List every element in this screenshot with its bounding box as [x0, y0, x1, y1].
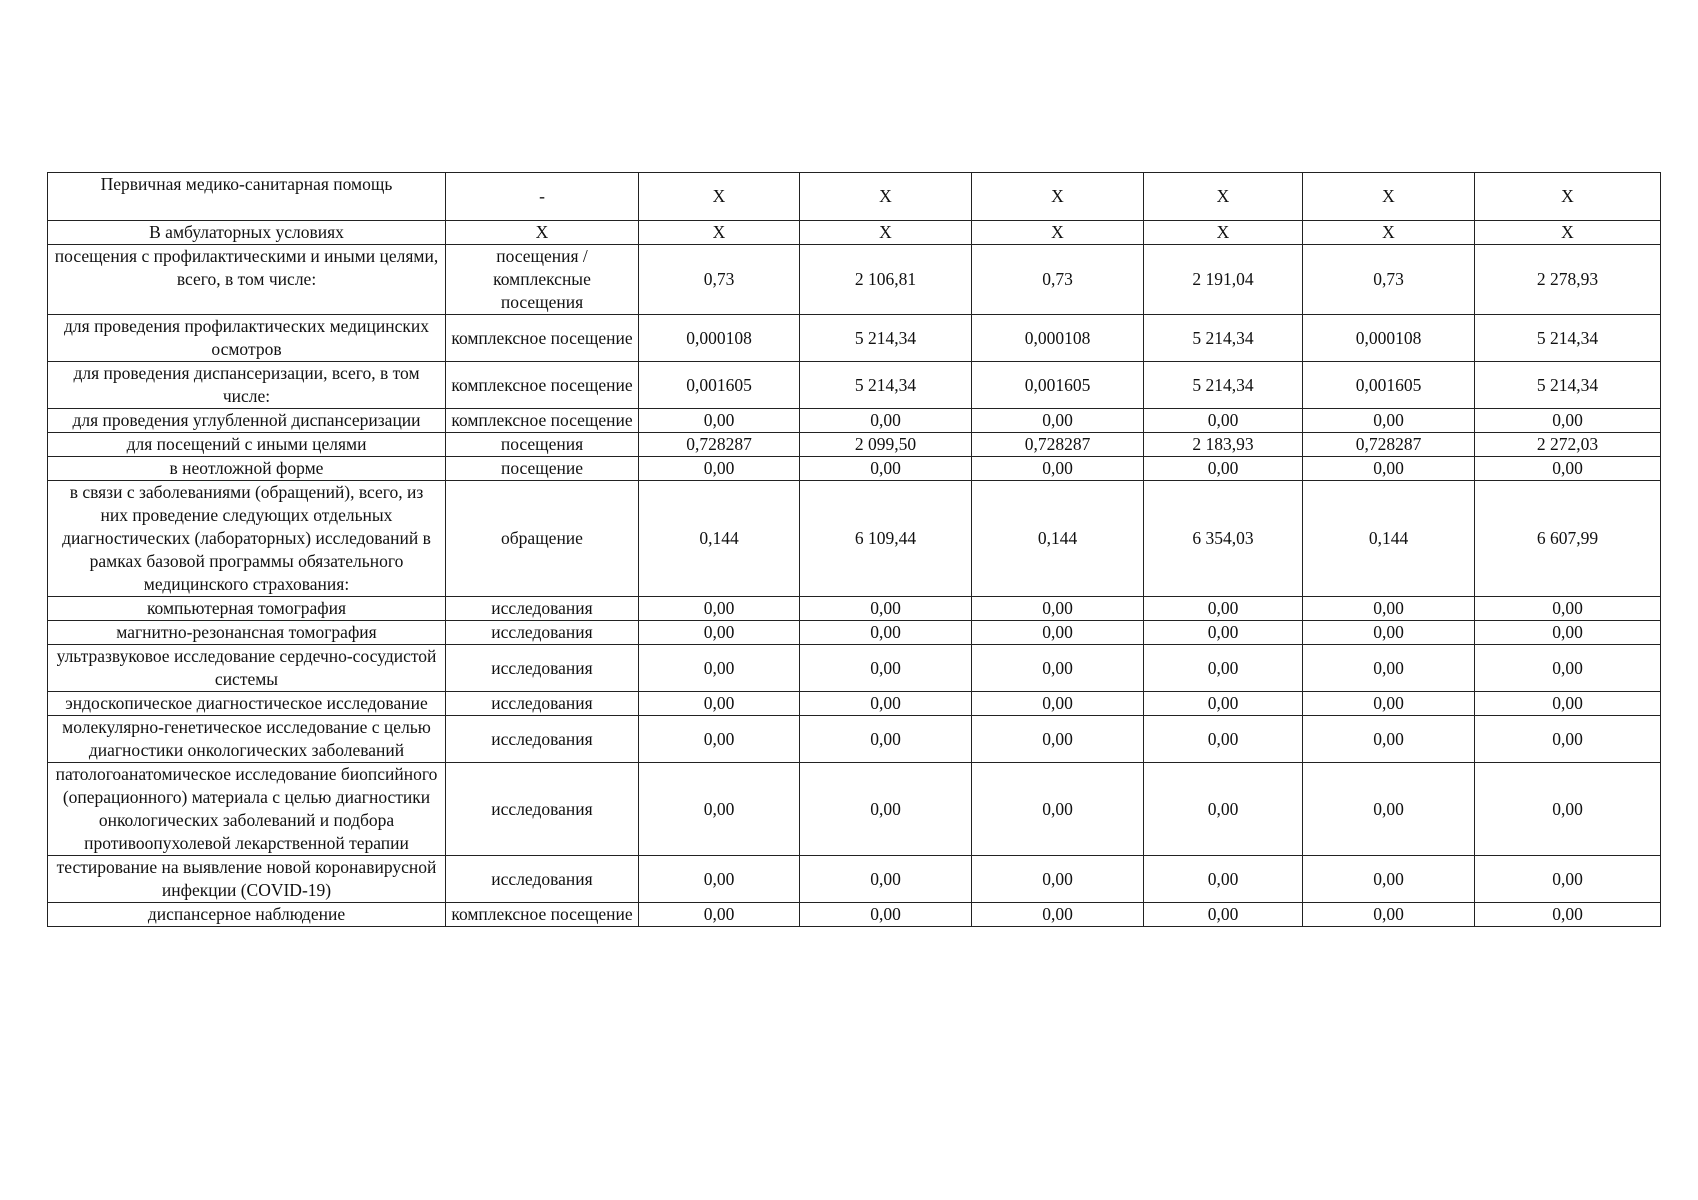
row-name-cell: тестирование на выявление новой коронавирусной инфекции (COVID-19) [48, 856, 446, 903]
value-cell: 0,00 [972, 903, 1144, 927]
value-cell: X [972, 221, 1144, 245]
value-cell: 6 354,03 [1144, 481, 1303, 597]
data-table [47, 172, 1661, 927]
value-cell: 0,00 [1144, 645, 1303, 692]
value-cell: 0,00 [1475, 716, 1661, 763]
value-cell: 0,00 [639, 597, 800, 621]
value-cell: 6 109,44 [800, 481, 972, 597]
value-cell: 2 278,93 [1475, 245, 1661, 315]
value-cell: 0,00 [1144, 621, 1303, 645]
value-cell: 0,001605 [1303, 362, 1475, 409]
value-cell: X [1303, 221, 1475, 245]
value-cell: 0,00 [800, 457, 972, 481]
value-cell: 0,00 [1303, 597, 1475, 621]
row-name-cell: в неотложной форме [48, 457, 446, 481]
value-cell: 0,00 [972, 409, 1144, 433]
unit-cell: исследования [446, 716, 639, 763]
value-cell: 0,00 [1303, 645, 1475, 692]
unit-cell: X [446, 221, 639, 245]
value-cell: 0,00 [639, 621, 800, 645]
value-cell: 0,00 [1144, 597, 1303, 621]
value-cell: 0,00 [1475, 645, 1661, 692]
value-cell: 0,728287 [972, 433, 1144, 457]
value-cell: 0,00 [1144, 763, 1303, 856]
value-cell: X [1475, 221, 1661, 245]
value-cell: 0,73 [639, 245, 800, 315]
value-cell: 0,00 [639, 856, 800, 903]
value-cell: 0,00 [639, 645, 800, 692]
row-name-cell: патологоанатомическое исследование биопсийного (операционного) материала с целью диагностики онкологических заболеваний и подбора противоопухолевой лекарственной терапии [48, 763, 446, 856]
table-row [48, 362, 1661, 409]
row-name-cell: ультразвуковое исследование сердечно-сосудистой системы [48, 645, 446, 692]
table-row [48, 433, 1661, 457]
table-row [48, 645, 1661, 692]
value-cell: 0,00 [639, 457, 800, 481]
value-cell: X [639, 173, 800, 221]
value-cell: 0,00 [1144, 457, 1303, 481]
table-row [48, 621, 1661, 645]
value-cell: 0,00 [1475, 856, 1661, 903]
row-name-cell: для проведения углубленной диспансеризации [48, 409, 446, 433]
value-cell: 0,00 [972, 645, 1144, 692]
value-cell: 0,144 [639, 481, 800, 597]
value-cell: 2 099,50 [800, 433, 972, 457]
value-cell: X [1475, 173, 1661, 221]
value-cell: 0,00 [972, 763, 1144, 856]
value-cell: 5 214,34 [800, 315, 972, 362]
value-cell: 0,00 [800, 621, 972, 645]
value-cell: 0,00 [639, 903, 800, 927]
value-cell: 0,00 [1475, 621, 1661, 645]
value-cell: 0,00 [800, 645, 972, 692]
value-cell: 0,00 [1303, 856, 1475, 903]
value-cell: 5 214,34 [1144, 362, 1303, 409]
unit-cell: - [446, 173, 639, 221]
value-cell: 0,728287 [1303, 433, 1475, 457]
row-name-cell: эндоскопическое диагностическое исследование [48, 692, 446, 716]
unit-cell: посещения [446, 433, 639, 457]
value-cell: X [800, 221, 972, 245]
row-name-cell: магнитно-резонансная томография [48, 621, 446, 645]
value-cell: 0,00 [800, 409, 972, 433]
unit-cell: исследования [446, 763, 639, 856]
value-cell: 0,00 [1144, 409, 1303, 433]
table-row [48, 716, 1661, 763]
value-cell: 0,00 [972, 597, 1144, 621]
value-cell: X [639, 221, 800, 245]
value-cell: X [800, 173, 972, 221]
unit-cell: посещения / комплексные посещения [446, 245, 639, 315]
unit-cell: посещение [446, 457, 639, 481]
value-cell: 0,00 [800, 763, 972, 856]
value-cell: 0,00 [972, 856, 1144, 903]
unit-cell: исследования [446, 692, 639, 716]
unit-cell: исследования [446, 597, 639, 621]
table-row [48, 173, 1661, 221]
value-cell: 0,73 [972, 245, 1144, 315]
table-row [48, 597, 1661, 621]
row-name-cell: В амбулаторных условиях [48, 221, 446, 245]
value-cell: 0,00 [639, 692, 800, 716]
value-cell: 5 214,34 [1475, 362, 1661, 409]
value-cell: 0,00 [1303, 621, 1475, 645]
value-cell: 0,000108 [639, 315, 800, 362]
row-name-cell: для проведения диспансеризации, всего, в том числе: [48, 362, 446, 409]
value-cell: 2 106,81 [800, 245, 972, 315]
table-row [48, 903, 1661, 927]
value-cell: 0,00 [972, 457, 1144, 481]
value-cell: 0,000108 [972, 315, 1144, 362]
value-cell: 0,00 [1303, 457, 1475, 481]
row-name-cell: компьютерная томография [48, 597, 446, 621]
value-cell: 0,00 [1144, 903, 1303, 927]
value-cell: 0,00 [1303, 763, 1475, 856]
value-cell: 2 272,03 [1475, 433, 1661, 457]
unit-cell: комплексное посещение [446, 903, 639, 927]
row-name-cell: молекулярно-генетическое исследование с целью диагностики онкологических заболеваний [48, 716, 446, 763]
value-cell: 0,00 [1303, 409, 1475, 433]
table-row [48, 315, 1661, 362]
value-cell: 0,00 [1475, 457, 1661, 481]
table-row [48, 457, 1661, 481]
value-cell: 0,00 [800, 692, 972, 716]
unit-cell: исследования [446, 645, 639, 692]
value-cell: 0,00 [1144, 692, 1303, 716]
value-cell: 0,144 [1303, 481, 1475, 597]
value-cell: 0,73 [1303, 245, 1475, 315]
table-row [48, 221, 1661, 245]
value-cell: 0,00 [1475, 903, 1661, 927]
value-cell: X [1303, 173, 1475, 221]
value-cell: 5 214,34 [1475, 315, 1661, 362]
value-cell: 0,00 [1144, 856, 1303, 903]
row-name-cell: диспансерное наблюдение [48, 903, 446, 927]
value-cell: 0,00 [639, 409, 800, 433]
unit-cell: обращение [446, 481, 639, 597]
table-row [48, 481, 1661, 597]
table-row [48, 763, 1661, 856]
table-row [48, 245, 1661, 315]
value-cell: 2 183,93 [1144, 433, 1303, 457]
value-cell: 0,000108 [1303, 315, 1475, 362]
value-cell: 0,00 [639, 716, 800, 763]
value-cell: 0,00 [800, 716, 972, 763]
value-cell: 2 191,04 [1144, 245, 1303, 315]
value-cell: X [1144, 221, 1303, 245]
unit-cell: комплексное посещение [446, 315, 639, 362]
value-cell: 0,00 [1303, 716, 1475, 763]
value-cell: 0,144 [972, 481, 1144, 597]
value-cell: 0,001605 [972, 362, 1144, 409]
value-cell: 0,00 [1475, 763, 1661, 856]
unit-cell: комплексное посещение [446, 362, 639, 409]
value-cell: 0,00 [1144, 716, 1303, 763]
value-cell: 0,00 [1475, 597, 1661, 621]
value-cell: 0,00 [972, 692, 1144, 716]
value-cell: 6 607,99 [1475, 481, 1661, 597]
value-cell: 0,00 [800, 856, 972, 903]
value-cell: 0,00 [1475, 409, 1661, 433]
row-name-cell: для проведения профилактических медицинских осмотров [48, 315, 446, 362]
row-name-cell: Первичная медико-санитарная помощь [48, 173, 446, 221]
value-cell: 0,00 [800, 903, 972, 927]
value-cell: 5 214,34 [1144, 315, 1303, 362]
value-cell: X [1144, 173, 1303, 221]
table-row [48, 856, 1661, 903]
value-cell: 0,00 [639, 763, 800, 856]
value-cell: 5 214,34 [800, 362, 972, 409]
value-cell: 0,728287 [639, 433, 800, 457]
value-cell: 0,00 [1303, 692, 1475, 716]
unit-cell: комплексное посещение [446, 409, 639, 433]
row-name-cell: в связи с заболеваниями (обращений), всего, из них проведение следующих отдельных диагностических (лабораторных) исследований в рамках базовой программы обязательного медицинского страхования: [48, 481, 446, 597]
value-cell: 0,00 [1475, 692, 1661, 716]
value-cell: 0,001605 [639, 362, 800, 409]
value-cell: 0,00 [972, 621, 1144, 645]
unit-cell: исследования [446, 856, 639, 903]
value-cell: 0,00 [972, 716, 1144, 763]
unit-cell: исследования [446, 621, 639, 645]
table-row [48, 409, 1661, 433]
value-cell: 0,00 [1303, 903, 1475, 927]
value-cell: X [972, 173, 1144, 221]
row-name-cell: посещения с профилактическими и иными целями, всего, в том числе: [48, 245, 446, 315]
table-row [48, 692, 1661, 716]
value-cell: 0,00 [800, 597, 972, 621]
row-name-cell: для посещений с иными целями [48, 433, 446, 457]
